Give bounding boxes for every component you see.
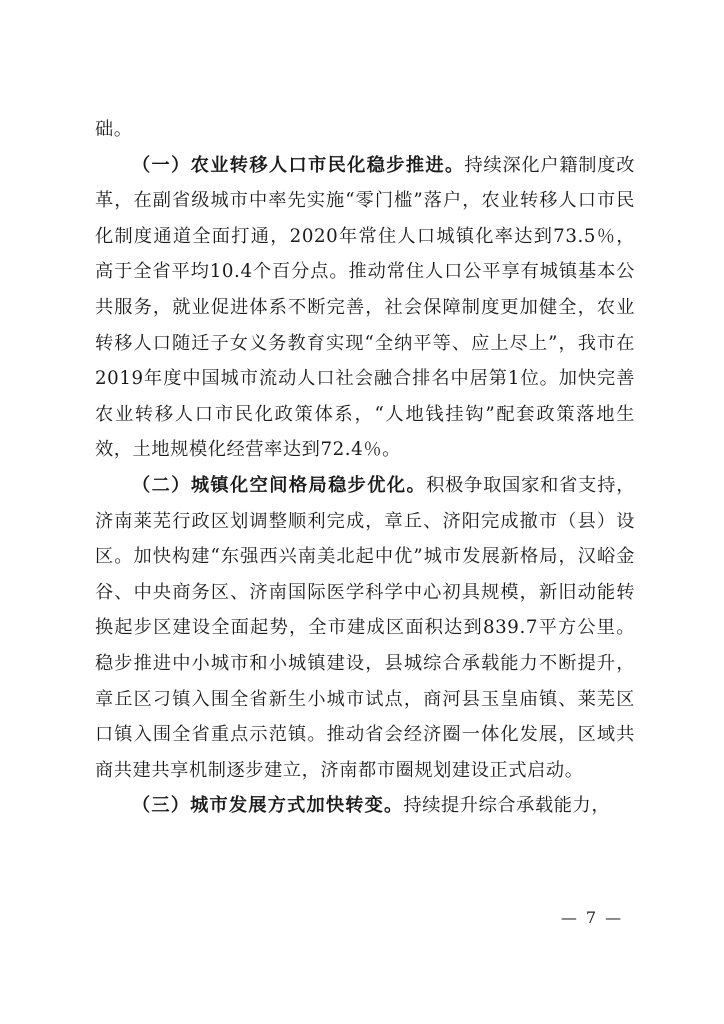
section-body-1: 持续深化户籍制度改革，在副省级城市中率先实施“零门槛”落户，农业转移人口市民化制度通道全面打通，2020年常住人口城镇化率达到73.5％，高于全省平均10.4个百分点。推动常住人口公平享有城镇基本公共服务，就业促进体系不断完善，社会保障制度更加健全，农业转移人口随迁子女义务教育实现“全纳平等、应上尽上”，我市在2019年度中国城市流动人口社会融合排名中居第1位。加快完善农业转移人口市民化政策体系，“人地钱挂钩”配套政策落地生效，土地规模化经营率达到72.4％。: [95, 154, 635, 461]
section-paragraph-3: [95, 788, 635, 824]
page-number: — 7 —: [560, 908, 624, 927]
section-paragraph-1: [95, 148, 635, 468]
section-heading-1: （一）农业转移人口市民化稳步推进。: [132, 154, 465, 176]
section-paragraph-2: [95, 468, 635, 788]
section-body-3: 持续提升综合承载能力，: [403, 795, 611, 817]
document-page: [95, 112, 635, 824]
section-body-2: 积极争取国家和省支持，济南莱芜行政区划调整顺利完成，章丘、济阳完成撤市（县）设区。加快构建“东强西兴南美北起中优”城市发展新格局，汉峪金谷、中央商务区、济南国际医学科学中心初具规模，新旧动能转换起步区建设全面起势，全市建成区面积达到839.7平方公里。稳步推进中小城市和小城镇建设，县城综合承载能力不断提升，章丘区刁镇入围全省新生小城市试点，商河县玉皇庙镇、莱芜区口镇入围全省重点示范镇。推动省会经济圈一体化发展，区域共商共建共享机制逐步建立，济南都市圈规划建设正式启动。: [95, 474, 635, 781]
section-heading-2: （二）城镇化空间格局稳步优化。: [132, 474, 427, 496]
section-heading-3: （三）城市发展方式加快转变。: [132, 795, 404, 817]
carryover-text: 础。: [95, 119, 133, 140]
